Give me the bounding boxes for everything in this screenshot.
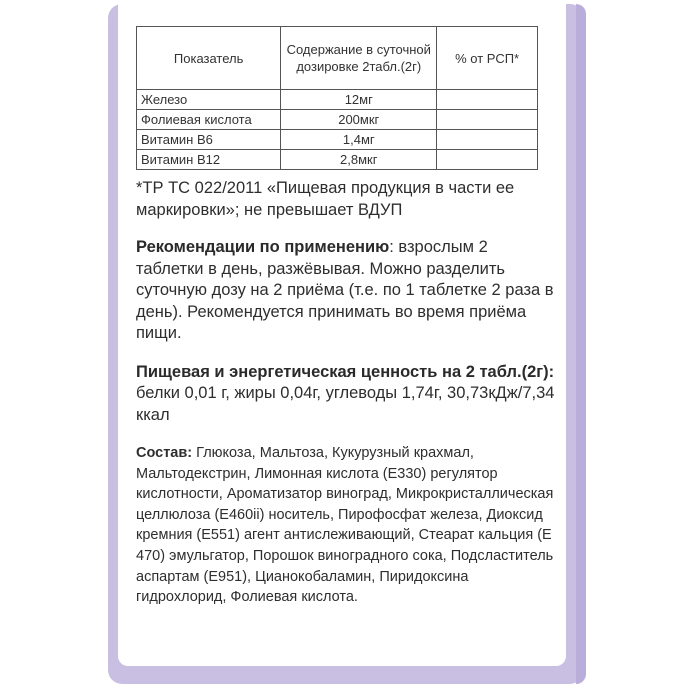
composition-text: Глюкоза, Мальтоза, Кукурузный крахмал, Мальтодекстрин, Лимонная кислота (Е330) регулятор кислотности, Ароматизатор виноград, Микрокристаллическая целлюлоза (Е460ii) носитель, Пирофосфат железа, Диоксид кремния (Е551) агент антислеживающий, Стеарат кальция (Е 470) эмульгатор, Порошок виноградного сока, Подсластитель аспартам (Е951), Цианокобаламин, Пиридоксина гидрохлорид, Фолиевая кислота. bbox=[136, 445, 554, 606]
row-percent bbox=[437, 110, 538, 130]
row-name: Фолиевая кислота bbox=[137, 110, 281, 130]
label-card bbox=[118, 4, 566, 666]
row-name: Железо bbox=[137, 90, 281, 110]
row-name: Витамин B6 bbox=[137, 130, 281, 150]
nutrition-table bbox=[136, 26, 538, 170]
recommendations-paragraph bbox=[136, 237, 556, 345]
composition-paragraph bbox=[136, 443, 556, 608]
composition-label: Состав: bbox=[136, 445, 193, 461]
row-percent bbox=[437, 130, 538, 150]
recommendations-label: Рекомендации по применению bbox=[136, 238, 390, 256]
table-row bbox=[137, 150, 538, 170]
row-amount: 2,8мкг bbox=[281, 150, 437, 170]
label-content bbox=[136, 26, 556, 622]
row-amount: 200мкг bbox=[281, 110, 437, 130]
header-content: Содержание в суточной дозировке 2табл.(2г) bbox=[281, 27, 437, 90]
table-row bbox=[137, 90, 538, 110]
footnote: *ТР ТС 022/2011 «Пищевая продукция в части ее маркировки»; не превышает ВДУП bbox=[136, 179, 515, 219]
row-percent bbox=[437, 90, 538, 110]
energy-value-paragraph bbox=[136, 362, 556, 427]
row-percent bbox=[437, 150, 538, 170]
table-row bbox=[137, 130, 538, 150]
row-amount: 1,4мг bbox=[281, 130, 437, 150]
header-percent: % от РСП* bbox=[437, 27, 538, 90]
table-row bbox=[137, 110, 538, 130]
table-header-row bbox=[137, 27, 538, 90]
energy-text: белки 0,01 г, жиры 0,04г, углеводы 1,74г, 30,73кДж/7,34 ккал bbox=[136, 384, 555, 424]
recommendations-text: : взрослым 2 таблетки в день, разжёвывая. Можно разделить суточную дозу на 2 приёма (т.е. по 1 таблетке 2 раза в день). Рекомендуется принимать во время приёма пищи. bbox=[136, 238, 554, 342]
row-amount: 12мг bbox=[281, 90, 437, 110]
energy-label: Пищевая и энергетическая ценность на 2 табл.(2г): bbox=[136, 362, 555, 381]
frame-shadow-edge bbox=[576, 4, 586, 684]
header-indicator: Показатель bbox=[137, 27, 281, 90]
row-name: Витамин B12 bbox=[137, 150, 281, 170]
